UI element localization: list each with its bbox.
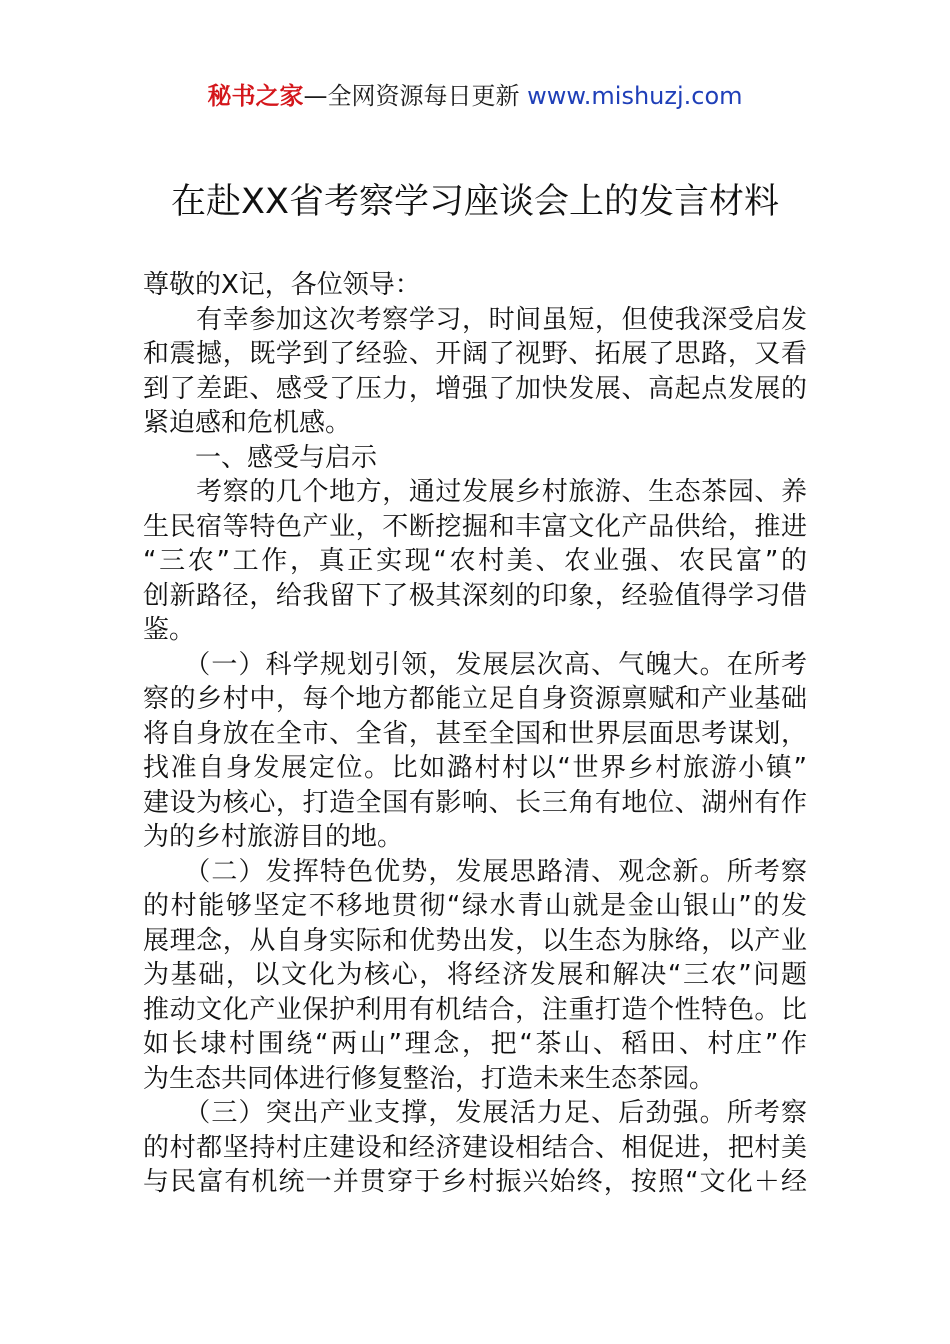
text-line: 建设为核心，打造全国有影响、长三角有地位、湖州有作	[143, 787, 807, 818]
text-line: 的村能够坚定不移地贯彻“绿水青山就是金山银山”的发	[143, 891, 807, 921]
text-line: （二）发挥特色优势，发展思路清、观念新。所考察	[143, 856, 807, 887]
text-line: 为的乡村旅游目的地。	[143, 822, 404, 852]
text-line: 为生态共同体进行修复整治，打造未来生态茶园。	[143, 1063, 716, 1094]
document-body	[143, 268, 807, 1200]
text-line: 创新路径，给我留下了极其深刻的印象，经验值得学习借	[143, 580, 807, 611]
text-line: 生民宿等特色产业，不断挖掘和丰富文化产品供给，推进	[143, 511, 807, 542]
text-line: “三农”工作，真正实现“农村美、农业强、农民富”的	[143, 546, 807, 576]
text-line: 有幸参加这次考察学习，时间虽短，但使我深受启发	[143, 304, 807, 335]
text-line: 找准自身发展定位。比如潞村村以“世界乡村旅游小镇”	[143, 753, 807, 783]
text-line: 的村都坚持村庄建设和经济建设相结合、相促进，把村美	[143, 1132, 807, 1163]
text-line: 尊敬的X记，各位领导：	[143, 270, 421, 300]
text-line: 到了差距、感受了压力，增强了加快发展、高起点发展的	[143, 373, 807, 404]
text-line: 展理念，从自身实际和优势出发，以生态为脉络，以产业	[143, 925, 807, 956]
text-line: 考察的几个地方，通过发展乡村旅游、生态茶园、养	[143, 477, 807, 507]
text-line: 如长埭村围绕“两山”理念，把“茶山、稻田、村庄”作	[143, 1029, 807, 1059]
document-title: 在赴XX省考察学习座谈会上的发言材料	[171, 182, 779, 222]
text-line: 将自身放在全市、全省，甚至全国和世界层面思考谋划，	[143, 718, 807, 749]
text-line: 一、感受与启示	[143, 442, 378, 473]
site-brand: 秘书之家	[207, 82, 304, 110]
text-line: （一）科学规划引领，发展层次高、气魄大。在所考	[143, 649, 807, 680]
site-url-link[interactable]: www.mishuzj.com	[527, 82, 743, 110]
text-line: （三）突出产业支撑，发展活力足、后劲强。所考察	[143, 1098, 807, 1128]
text-line: 为基础，以文化为核心，将经济发展和解决“三农”问题	[143, 960, 807, 990]
text-line: 推动文化产业保护利用有机结合，注重打造个性特色。比	[143, 994, 807, 1025]
text-line: 鉴。	[143, 615, 196, 645]
text-line: 察的乡村中，每个地方都能立足自身资源禀赋和产业基础	[143, 684, 807, 714]
text-line: 和震撼，既学到了经验、开阔了视野、拓展了思路，又看	[143, 339, 807, 369]
text-line: 与民富有机统一并贯穿于乡村振兴始终，按照“文化＋经	[143, 1167, 807, 1197]
site-header	[0, 80, 950, 112]
site-tagline: —全网资源每日更新	[303, 82, 528, 110]
text-line: 紧迫感和危机感。	[143, 408, 352, 438]
